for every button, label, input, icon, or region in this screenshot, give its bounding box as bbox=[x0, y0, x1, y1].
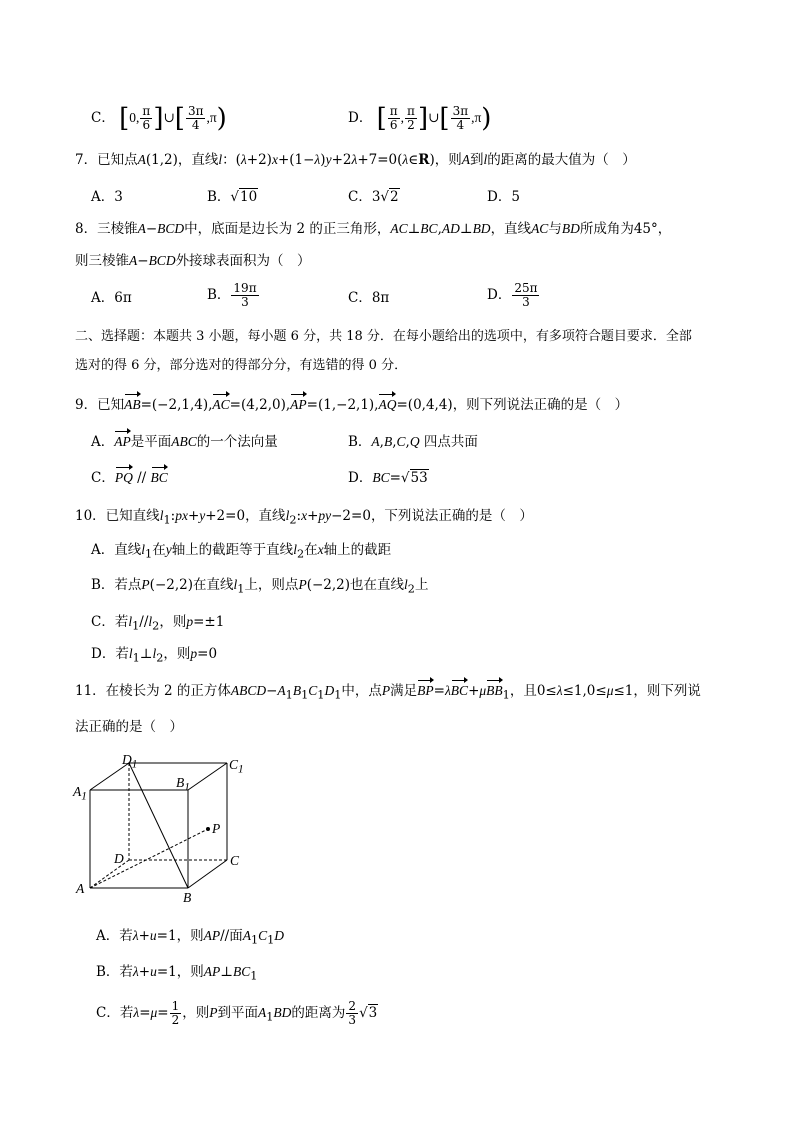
q6-option-c: C． [0, $\frac{\pi}{6}$ ]∪[ $\frac{3\pi}{4}$ ,π) bbox=[91, 103, 227, 134]
q10-stem: 10．已知直线$l_1:px+y+2=0$，直线$l_2:x+py-2=0$，下列说法正确的是（ ） bbox=[75, 508, 533, 527]
q9-stem: 9．已知AB=(−2,1,4),AC=(4,2,0),AP=(1,−2,1),AQ=(0,4,4)，则下列说法正确的是（ ） bbox=[75, 397, 629, 413]
q9-option-c: C．PQ // BC bbox=[91, 470, 168, 486]
q7-option-d: D．5 bbox=[487, 189, 520, 205]
q9-option-b: B．A,B,C,Q 四点共面 bbox=[348, 434, 478, 450]
cube-label-d1: $D_1$ bbox=[122, 752, 138, 771]
q7-option-b: B．√10 bbox=[207, 189, 258, 205]
cube-label-a1: $A_1$ bbox=[73, 784, 87, 803]
q8-option-c: C．8π bbox=[348, 290, 390, 306]
q7-stem: 7．已知点A(1,2)，直线l：(λ+2)x+(1−λ)y+2λ+7=0(λ∈R)，则A到l的距离的最大值为（ ） bbox=[75, 152, 636, 168]
q10-option-a: A．直线$l_1$在y轴上的截距等于直线$l_2$在x轴上的截距 bbox=[91, 542, 392, 561]
cube-label-c1: $C_1$ bbox=[229, 757, 244, 776]
q11-option-a: A．若λ+u=1，则AP//面$A_1C_1D$ bbox=[96, 928, 285, 947]
q11-option-b: B．若λ+u=1，则$AP\perp BC_1$ bbox=[96, 964, 258, 983]
section2-heading-line2: 选对的得 6 分，部分选对的得部分分，有选错的得 0 分． bbox=[75, 358, 408, 373]
q7-option-a: A．3 bbox=[91, 189, 123, 205]
q11-stem-line1: 11．在棱长为 2 的正方体$ABCD-A_1B_1C_1D_1$中，点P满足BP=λBC+μBB$_1$，且0≤λ≤1,0≤μ≤1，则下列说 bbox=[75, 683, 701, 702]
q9-option-a: A．AP是平面ABC的一个法向量 bbox=[91, 434, 278, 450]
q8-option-a: A．6π bbox=[91, 290, 132, 306]
q6-option-d: D． [ $\frac{\pi}{6}$ , $\frac{\pi}{2}$ ]∪[ $\frac{3\pi}{4}$ ,π) bbox=[348, 103, 492, 134]
section2-heading-line1: 二、选择题：本题共 3 小题，每小题 6 分，共 18 分．在每小题给出的选项中，有多项符合题目要求．全部 bbox=[75, 329, 692, 344]
q10-option-d: D．若$l_1\perp l_2$，则p=0 bbox=[91, 646, 218, 665]
q11-stem-line2: 法正确的是（ ） bbox=[75, 719, 183, 735]
q8-option-b: B． $\frac{19\pi}{3}$ bbox=[207, 281, 257, 309]
cube-label-b1: $B_1$ bbox=[176, 775, 190, 794]
q9-option-d: D．BC=√53 bbox=[348, 470, 428, 486]
cube-label-p: P bbox=[212, 821, 221, 836]
q8-stem-line1: 8．三棱锥A−BCD中，底面是边长为 2 的正三角形，AC⊥BC,AD⊥BD，直线AC与BD所成角为45°， bbox=[75, 221, 672, 237]
cube-label-c: C bbox=[230, 853, 240, 868]
q7-option-c: C．3√2 bbox=[348, 189, 399, 205]
cube-label-b: B bbox=[183, 890, 192, 905]
cube-label-d: D bbox=[114, 851, 124, 866]
q10-option-c: C．若$l_1//l_2$，则p=±1 bbox=[91, 614, 225, 633]
cube-label-a: A bbox=[76, 881, 85, 896]
q8-stem-line2: 则三棱锥A−BCD外接球表面积为（ ） bbox=[75, 253, 311, 269]
q8-option-d: D． $\frac{25\pi}{3}$ bbox=[487, 281, 538, 309]
q11-option-c: C．若λ=μ= $\frac{1}{2}$ ，则P到平面$A_1BD$的距离为 $\frac{2}{3}$ √3 bbox=[96, 999, 378, 1027]
q10-option-b: B．若点P(−2,2)在直线$l_1$上，则点P(−2,2)也在直线$l_2$上 bbox=[91, 577, 429, 596]
